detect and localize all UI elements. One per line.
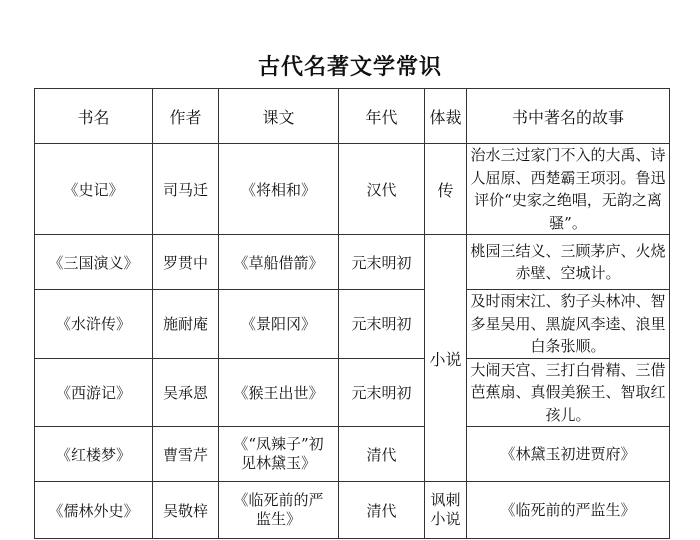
cell-author: 罗贯中 xyxy=(153,235,219,290)
cell-genre: 讽刺小说 xyxy=(425,482,467,539)
cell-book: 《三国演义》 xyxy=(35,235,153,290)
cell-author: 吴承恩 xyxy=(153,358,219,427)
cell-lesson: 《临死前的严监生》 xyxy=(219,482,339,539)
cell-story: 治水三过家门不入的大禹、诗人屈原、西楚霸王项羽。鲁迅评价“史家之绝唱，无韵之离骚”。 xyxy=(467,144,670,235)
table-row xyxy=(35,144,670,235)
header-author: 作者 xyxy=(153,89,219,144)
literature-table xyxy=(34,88,670,539)
header-book: 书名 xyxy=(35,89,153,144)
cell-story: 及时雨宋江、豹子头林冲、智多星吴用、黑旋风李逵、浪里白条张顺。 xyxy=(467,290,670,359)
header-story: 书中著名的故事 xyxy=(467,89,670,144)
cell-author: 司马迁 xyxy=(153,144,219,235)
header-genre: 体裁 xyxy=(425,89,467,144)
cell-era: 清代 xyxy=(339,427,425,482)
cell-lesson: 《草船借箭》 xyxy=(219,235,339,290)
table-row xyxy=(35,358,670,427)
cell-era: 清代 xyxy=(339,482,425,539)
header-lesson: 课文 xyxy=(219,89,339,144)
cell-book: 《儒林外史》 xyxy=(35,482,153,539)
cell-genre: 传 xyxy=(425,144,467,235)
cell-story: 桃园三结义、三顾茅庐、火烧赤壁、空城计。 xyxy=(467,235,670,290)
cell-author: 施耐庵 xyxy=(153,290,219,359)
cell-lesson: 《猴王出世》 xyxy=(219,358,339,427)
cell-era: 元末明初 xyxy=(339,235,425,290)
cell-lesson: 《景阳冈》 xyxy=(219,290,339,359)
table-row xyxy=(35,235,670,290)
cell-story: 《林黛玉初进贾府》 xyxy=(467,427,670,482)
cell-story: 大闹天宫、三打白骨精、三借芭蕉扇、真假美猴王、智取红孩儿。 xyxy=(467,358,670,427)
cell-era: 元末明初 xyxy=(339,358,425,427)
table-row xyxy=(35,482,670,539)
cell-lesson: 《将相和》 xyxy=(219,144,339,235)
cell-book: 《水浒传》 xyxy=(35,290,153,359)
table-header-row xyxy=(35,89,670,144)
page-title: 古代名著文学常识 xyxy=(257,54,442,80)
cell-era: 汉代 xyxy=(339,144,425,235)
cell-era: 元末明初 xyxy=(339,290,425,359)
cell-genre-novel: 小说 xyxy=(425,235,467,482)
table-row xyxy=(35,290,670,359)
cell-author: 吴敬梓 xyxy=(153,482,219,539)
cell-book: 《史记》 xyxy=(35,144,153,235)
header-era: 年代 xyxy=(339,89,425,144)
cell-author: 曹雪芹 xyxy=(153,427,219,482)
table-row xyxy=(35,427,670,482)
cell-lesson: 《“凤辣子”初见林黛玉》 xyxy=(219,427,339,482)
cell-story: 《临死前的严监生》 xyxy=(467,482,670,539)
cell-book: 《西游记》 xyxy=(35,358,153,427)
cell-book: 《红楼梦》 xyxy=(35,427,153,482)
